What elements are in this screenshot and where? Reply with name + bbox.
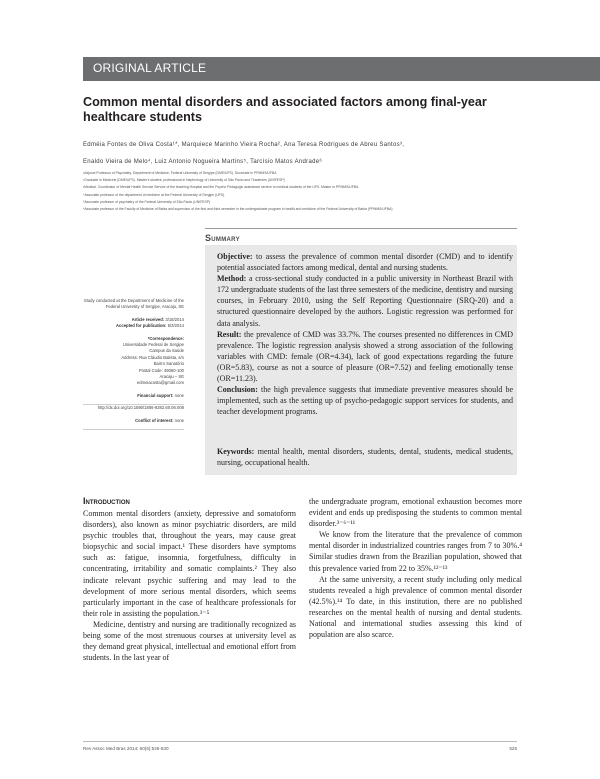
affiliation-item: ⁴Associate professor of the department of medicine at the Federal University of Sergipe (UFS). bbox=[83, 192, 226, 197]
author-line-1: Edméia Fontes de Oliva Costa¹*, Marquiece Marinho Vieira Rocha², Ana Teresa Rodrigues de Abreu Santos³, bbox=[83, 142, 405, 148]
accepted-label: Accepted for publication: bbox=[116, 323, 167, 329]
summary-divider bbox=[205, 228, 517, 229]
correspondence-line: Aracaju – SE bbox=[159, 374, 184, 380]
funding-label: Financial support: bbox=[137, 392, 174, 398]
objective-text: to assess the prevalence of common mental disorder (CMD) and to identify potential associated factors among medical, dental and nursing students. bbox=[217, 252, 513, 273]
correspondence-line: Address: Rua Cláudio Batista, s/n bbox=[121, 354, 184, 360]
intro-paragraph: Medicine, dentistry and nursing are traditionally recognized as being some of the most strenuous courses at university level as they demand great physical, intellectual and emotional effort from students. In the last year of bbox=[83, 619, 296, 663]
accepted-date bbox=[83, 323, 184, 329]
funding-value: none bbox=[174, 392, 184, 398]
affiliations bbox=[83, 170, 523, 213]
keywords-label: Keywords: bbox=[217, 447, 255, 456]
footer-divider bbox=[83, 741, 517, 742]
summary-heading: Summary bbox=[205, 233, 240, 243]
intro-paragraph: the undergraduate program, emotional exhaustion becomes more evident and ends up predisposing the students to common mental disorder.³⁻⁶⁻¹¹ bbox=[309, 497, 522, 529]
conflict-label: Conflict of interest: bbox=[135, 417, 174, 423]
correspondence-label: *Correspondence: bbox=[147, 335, 184, 341]
correspondence-line: Bairro Sanatório bbox=[153, 361, 184, 367]
method-label: Method: bbox=[217, 274, 247, 284]
author-line-2: Enaldo Vieira de Melo⁴, Luiz Antonio Nogueira Martins⁵, Tarcísio Matos Andrade⁶ bbox=[83, 159, 323, 165]
article-sidebar bbox=[83, 298, 184, 424]
objective-label: Objective: bbox=[217, 252, 253, 261]
introduction-heading: Introduction bbox=[83, 496, 130, 506]
intro-paragraph: Common mental disorders (anxiety, depressive and somatoform disorders), also known as minor psychiatric disorders, are mild psychic troubles that, throughout the years, may cause great biopsychic and social impact.¹ These disorders have symptoms such as: fatigue, insomnia, forgetfulness, difficulty in concentrating, irritability and somatic complaints.² They also indicate relevant psychic suffering and may lead to the development of more serious mental disorders, which seems particularly important in the case of healthcare professionals for their role in assisting the population.³⁻⁵ bbox=[83, 509, 296, 618]
conflict bbox=[83, 418, 184, 424]
abstract-result bbox=[217, 329, 513, 384]
sidebar-divider bbox=[83, 429, 184, 430]
abstract-conclusion bbox=[217, 384, 513, 417]
study-note: Study conducted at the Department of Medicine of the Federal University of Sergipe, Aracaju, SE bbox=[83, 298, 184, 310]
correspondence-line: Universidade Federal de Sergipe bbox=[122, 342, 184, 348]
received-value: 3/18/2014 bbox=[165, 316, 184, 322]
intro-column-left bbox=[83, 508, 296, 663]
method-text: a cross-sectional study conducted in a public university in Northeast Brazil with 172 undergraduate students of the last three semesters of the medicine, dentistry and nursing courses, in February 2010, using the Self Reporting Questionnaire (SRQ-20) and a structured questionnaire developed by the authors. Logistic regression was performed for data analysis. bbox=[217, 274, 513, 328]
conclusion-label: Conclusion: bbox=[217, 385, 258, 395]
abstract-keywords bbox=[217, 446, 513, 468]
page-number: 525 bbox=[509, 746, 517, 751]
result-label: Result: bbox=[217, 329, 242, 339]
keywords-text: mental health, mental disorders, students, dental, students, medical students, nursing, occupational health. bbox=[217, 447, 513, 468]
intro-paragraph: We know from the literature that the prevalence of common mental disorder in industrialized countries ranges from 7 to 30%.⁴ Similar studies drawn from the Brazilian population, showed that this prevalence varied from 22 to 35%.¹²⁻¹³ bbox=[309, 530, 522, 573]
doi-link[interactable]: http://dx.doi.org/10.1590/1806-9282.60.06.008 bbox=[97, 405, 184, 411]
conflict-value: none bbox=[174, 417, 184, 423]
affiliation-item: ⁶Associate professor of the Faculty of Medicine of Bahia and supervisor of the first and third semester in the undergraduate program in health and medicine of the Federal University of Bahia (PPMMS/UFBA) bbox=[83, 207, 393, 212]
abstract-objective bbox=[217, 251, 513, 273]
result-text: the prevalence of CMD was 33.7%. The courses presented no differences in CMD prevalence. The logistic regression analysis showed a strong association of the following variables with CMD: female (OR=4.34), lack of good expectations regarding the future (OR=5.83), course as not a source of pleasure (OR=7.52) and feeling emotionally tense (OR=11.23). bbox=[217, 329, 513, 384]
received-label: Article received: bbox=[131, 316, 165, 322]
author-list bbox=[83, 137, 523, 171]
section-label: ORIGINAL ARTICLE bbox=[93, 61, 207, 75]
correspondence-line: Postal Code: 49060-100 bbox=[138, 367, 184, 373]
correspondence-email[interactable]: edmeiacosta@gmail.com bbox=[136, 380, 184, 386]
conclusion-text: the high prevalence suggests that immediate preventive measures should be implemented, such as the setting up of psycho-pedagogic support services for students, and teacher development programs. bbox=[217, 385, 513, 417]
article-title: Common mental disorders and associated factors among final-year healthcare students bbox=[83, 95, 487, 124]
section-banner bbox=[83, 57, 600, 81]
intro-paragraph: At the same university, a recent study including only medical students revealed a high prevalence of common mental disorder (42.5%).¹⁴ To date, in this institution, there are no published researches on the mental health of nursing and dental students. National and international studies assessing this kind of population are also scarce. bbox=[309, 574, 522, 640]
affiliation-item: ¹Adjunct Professor of Psychiatry, Department of Medicine, Federal University of Sergipe (DME/UFS). Doctorate in PPMMS/UFBA bbox=[83, 171, 277, 175]
funding bbox=[83, 393, 184, 399]
accepted-value: 6/3/2014 bbox=[167, 323, 184, 329]
affiliation-item: ²Graduate in Medicine (DME/UFS). Master's student, professional in Nephrology of University of São Paulo and Tiradentes (UNIFESP) bbox=[83, 178, 285, 183]
sidebar-divider bbox=[83, 404, 184, 405]
correspondence bbox=[83, 336, 184, 387]
abstract-body bbox=[217, 251, 513, 417]
affiliation-item: ⁵Associate professor of psychiatry of the Federal University of São Paulo (UNIFESP) bbox=[83, 199, 211, 204]
correspondence-line: Campus da Saúde bbox=[149, 348, 184, 354]
affiliation-item: ³Medical. Coordinator of Mental Health Service Service of the teaching Hospital and the Psycho Pedagogic assistance service to medical students of the UFS. Master in PPMMS/UFBA bbox=[83, 185, 359, 190]
intro-column-right bbox=[309, 496, 522, 640]
journal-citation: Rev Assoc Med Bras 2014; 60(6):525-530 bbox=[83, 746, 169, 751]
abstract-method bbox=[217, 273, 513, 328]
